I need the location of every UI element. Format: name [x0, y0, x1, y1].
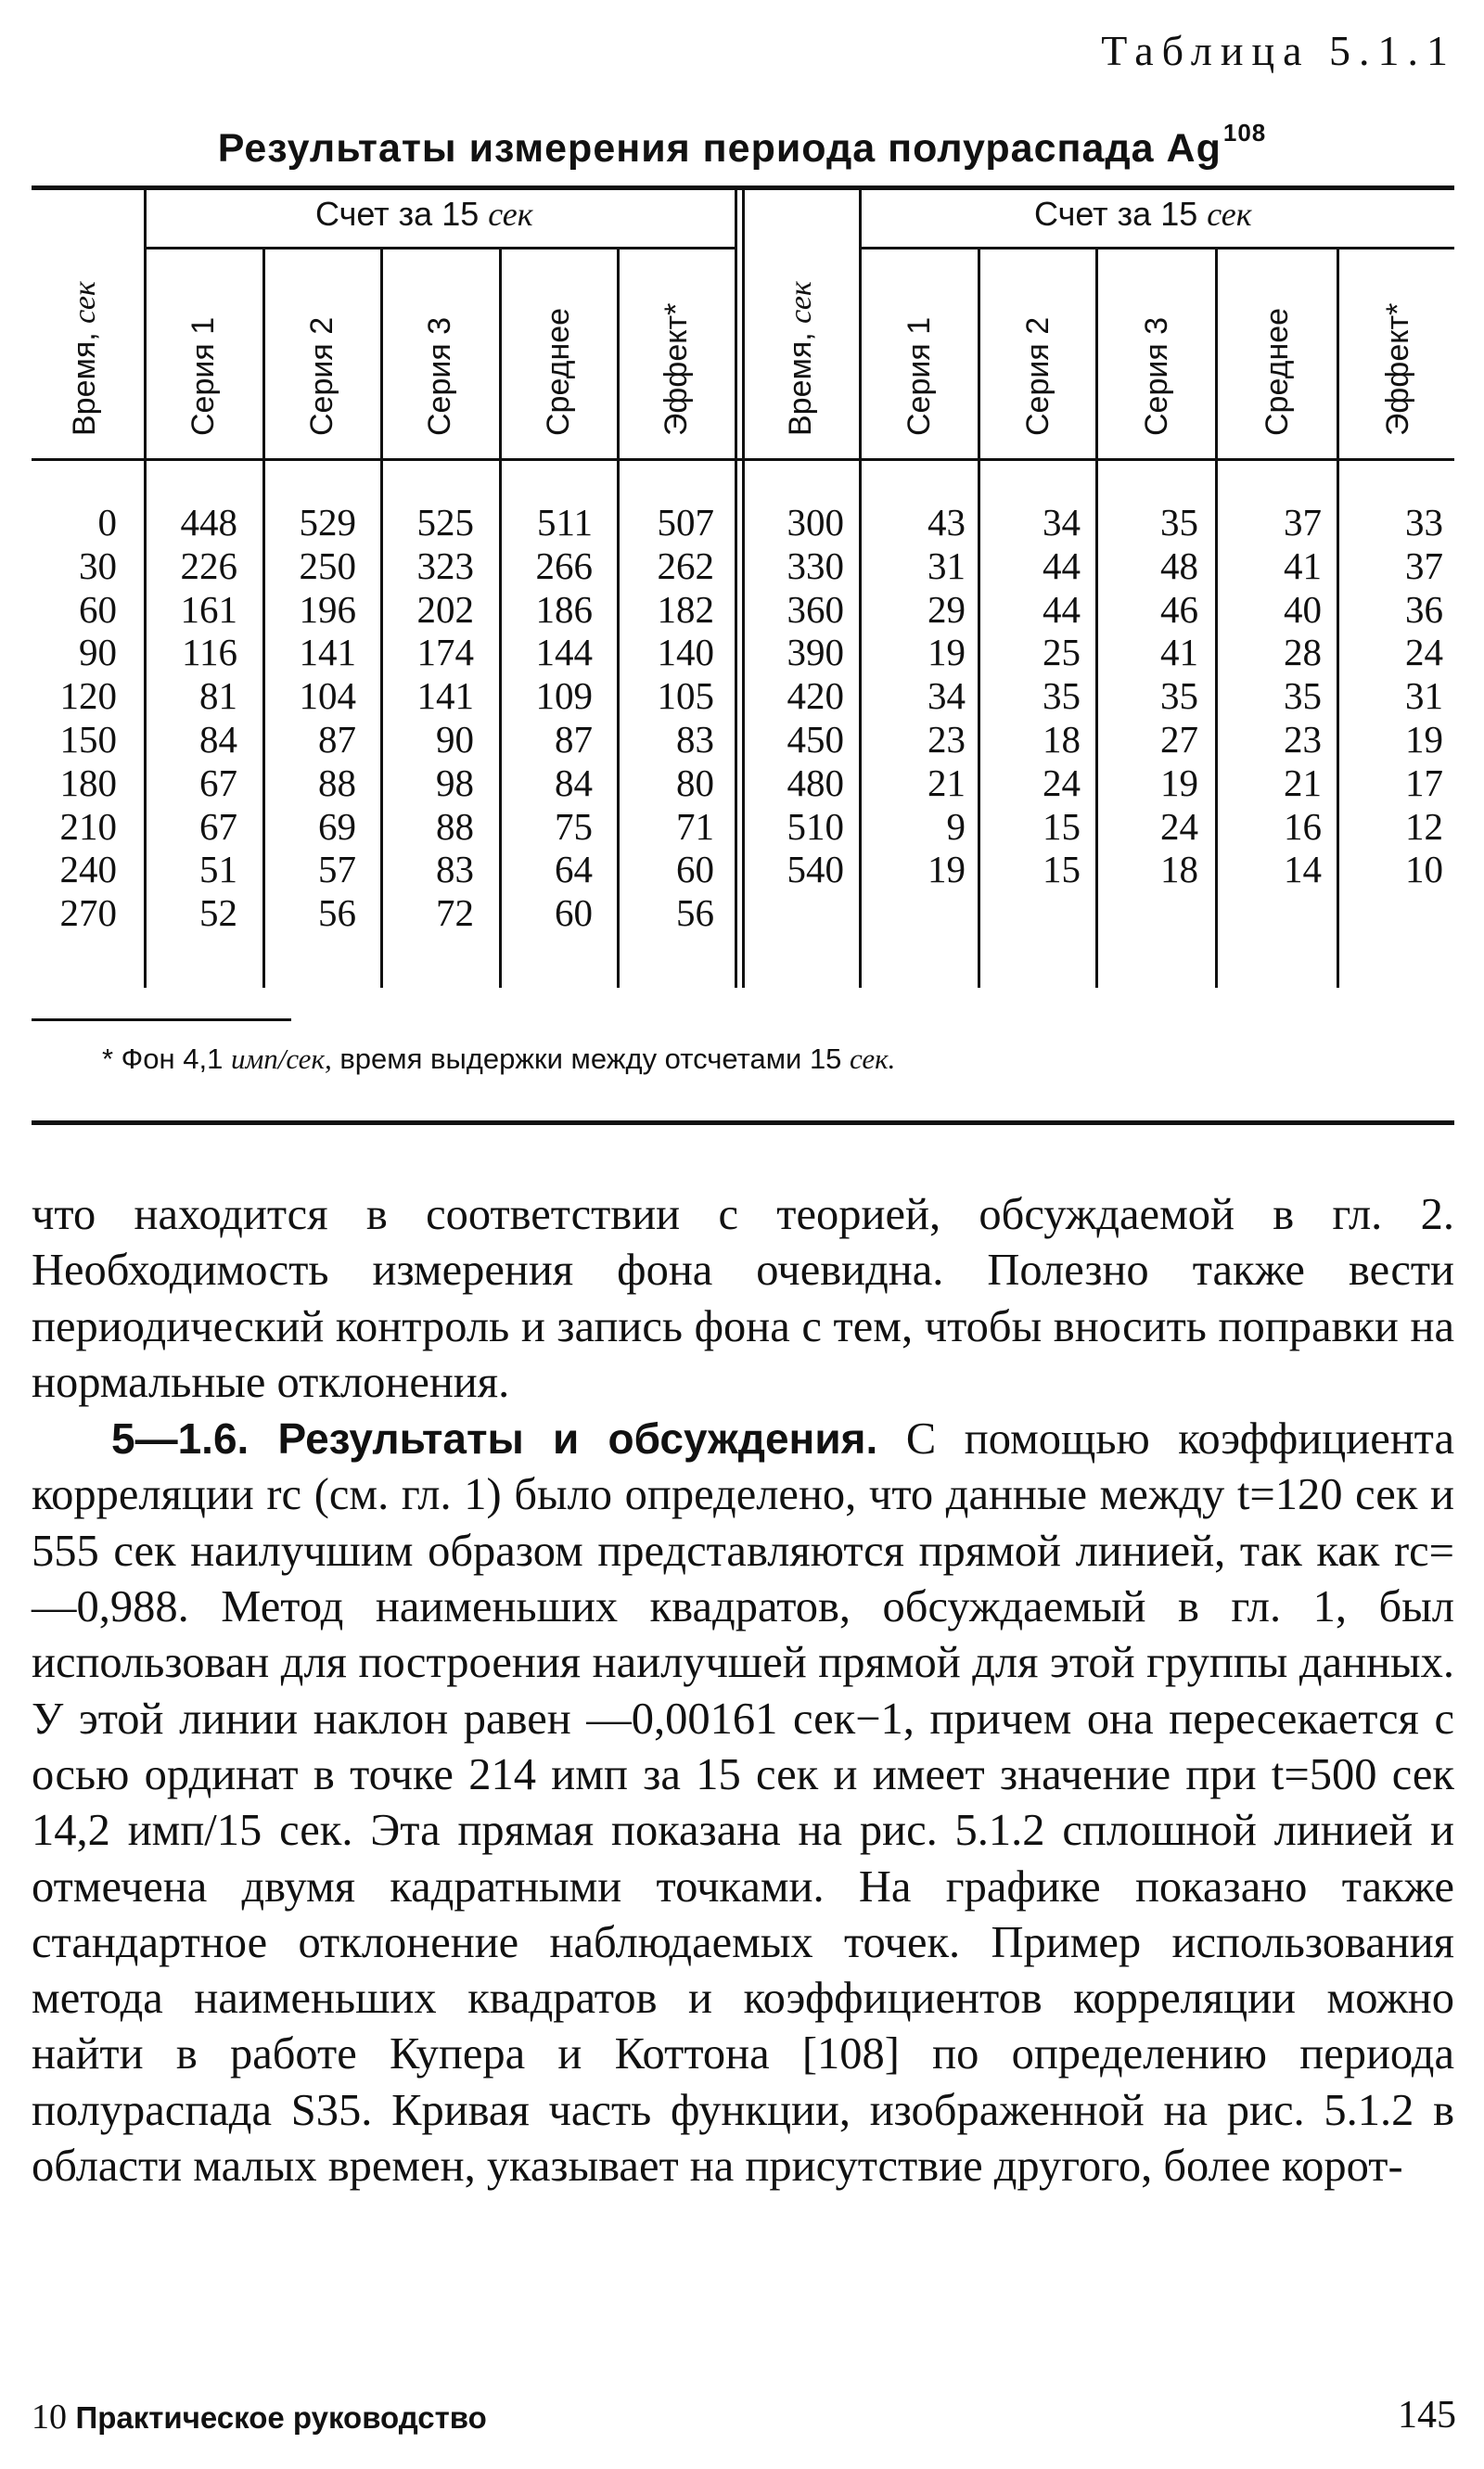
table-cell: 323 — [416, 544, 474, 587]
col-series1-right — [864, 501, 966, 891]
table-cell: 41 — [1284, 544, 1322, 587]
table-cell: 75 — [555, 804, 593, 848]
table-cell: 150 — [59, 717, 117, 761]
table-cell: 420 — [787, 674, 844, 718]
footnote-rule — [32, 1018, 291, 1021]
table-cell: 40 — [1284, 587, 1322, 631]
table-cell: 60 — [555, 891, 593, 935]
header-time-right: Время, сек — [783, 281, 818, 436]
table-cell: 84 — [199, 717, 237, 761]
table-cell: 141 — [299, 631, 356, 674]
paragraph: что находится в соответствии с теорией, обсуждаемой в гл. 2. Необходимость измерения фона очевидна. Полезно также вести периодический контроль и запись фона с тем, чтобы вносить поправки на нормальные отклонения. — [32, 1190, 1454, 1407]
table-cell: 116 — [182, 631, 237, 674]
table-cell: 141 — [416, 674, 474, 718]
table-title — [0, 119, 1484, 172]
col-divider — [1095, 249, 1098, 988]
table-cell: 84 — [555, 761, 593, 804]
table-title-text: Результаты измерения периода полураспада Ag — [217, 126, 1222, 171]
signature-line: 10 Практическое руководство — [32, 2398, 487, 2437]
table-cell: 24 — [1043, 761, 1081, 804]
table-cell: 23 — [1284, 717, 1322, 761]
group-header-left: Счет за 15 сек — [315, 195, 533, 233]
table-cell: 28 — [1284, 631, 1322, 674]
table-cell: 18 — [1043, 717, 1081, 761]
table-cell: 24 — [1160, 804, 1198, 848]
table-cell: 43 — [928, 501, 966, 544]
table-bottom-rule — [32, 1120, 1454, 1125]
table-cell: 56 — [676, 891, 714, 935]
table-cell: 80 — [676, 761, 714, 804]
col-divider — [978, 249, 980, 988]
table-cell: 19 — [1160, 761, 1198, 804]
col-divider — [262, 249, 265, 988]
table-cell: 507 — [657, 501, 714, 544]
body-text — [32, 1187, 1454, 2194]
col-series3-left — [385, 501, 474, 935]
table-cell: 202 — [416, 587, 474, 631]
table-cell: 90 — [436, 717, 474, 761]
table-cell: 87 — [555, 717, 593, 761]
table-cell: 34 — [928, 674, 966, 718]
col-time-left — [37, 501, 117, 935]
group-header-right: Счет за 15 сек — [1034, 195, 1252, 233]
paragraph: 5—1.6. Результаты и обсуждения. С помощью коэффициента корреляции rc (см. гл. 1) было определено, что данные между t=120 сек и 555 сек наилучшим образом представляются прямой линией, так как rc=—0,988. Метод наименьших квадратов, обсуждаемый в гл. 1, был использован для построения наилучшей прямой для этой группы данных. У этой линии наклон равен —0,00161 сек−1, причем она пересекается с осью ординат в точке 214 имп за 15 сек и имеет значение при t=500 сек 14,2 имп/15 сек. Эта прямая показана на рис. 5.1.2 сплошной линией и отмечена двумя кадратными точками. На графике показано также стандартное отклонение наблюдаемых точек. Пример использования метода наименьших квадратов и коэффициентов корреляции можно найти в работе Купера и Коттона [108] по определению периода полураспада S35. Кривая часть функции, изображенной на рис. 5.1.2 в области малых времен, указывает на присутствие другого, более корот- — [32, 1414, 1454, 2192]
table-cell: 240 — [59, 848, 117, 891]
table-cell: 15 — [1043, 804, 1081, 848]
table-cell: 330 — [787, 544, 844, 587]
col-divider — [144, 190, 147, 988]
table-cell: 144 — [535, 631, 593, 674]
table-cell: 71 — [676, 804, 714, 848]
table-cell: 35 — [1284, 674, 1322, 718]
table-cell: 64 — [555, 848, 593, 891]
table-cell: 60 — [676, 848, 714, 891]
header-effect: Эффект* — [659, 302, 694, 436]
table-cell: 88 — [436, 804, 474, 848]
table-cell: 17 — [1405, 761, 1443, 804]
table-cell: 41 — [1160, 631, 1198, 674]
table-cell: 210 — [59, 804, 117, 848]
table-cell: 480 — [787, 761, 844, 804]
col-divider — [380, 249, 383, 988]
table-cell: 105 — [657, 674, 714, 718]
table-cell: 83 — [676, 717, 714, 761]
table-cell: 36 — [1405, 587, 1443, 631]
table-cell: 511 — [537, 501, 593, 544]
header-effect: Эффект* — [1380, 302, 1415, 436]
table-cell: 98 — [436, 761, 474, 804]
table-cell: 18 — [1160, 848, 1198, 891]
table-cell: 360 — [787, 587, 844, 631]
table-cell: 182 — [657, 587, 714, 631]
col-mean-left — [504, 501, 593, 935]
table-cell: 525 — [416, 501, 474, 544]
header-mean: Среднее — [1260, 307, 1295, 436]
col-series3-right — [1100, 501, 1198, 891]
double-divider — [735, 190, 737, 988]
col-time-right — [748, 501, 844, 891]
table-cell: 60 — [79, 587, 117, 631]
table-cell: 44 — [1043, 587, 1081, 631]
table-cell: 226 — [180, 544, 237, 587]
table-cell: 21 — [928, 761, 966, 804]
table-cell: 48 — [1160, 544, 1198, 587]
table-cell: 9 — [946, 804, 966, 848]
col-effect-left — [621, 501, 714, 935]
table-cell: 81 — [199, 674, 237, 718]
table-cell: 529 — [299, 501, 356, 544]
header-mean: Среднее — [541, 307, 576, 436]
table-cell: 161 — [180, 587, 237, 631]
header-series3: Серия 3 — [422, 316, 457, 436]
table-cell: 15 — [1043, 848, 1081, 891]
table-cell: 270 — [59, 891, 117, 935]
table-cell: 27 — [1160, 717, 1198, 761]
table-cell: 140 — [657, 631, 714, 674]
table-cell: 90 — [79, 631, 117, 674]
table-cell: 31 — [1405, 674, 1443, 718]
table-cell: 21 — [1284, 761, 1322, 804]
col-divider — [1215, 249, 1218, 988]
isotope-mass: 108 — [1222, 119, 1267, 147]
table-cell: 23 — [928, 717, 966, 761]
table-cell: 180 — [59, 761, 117, 804]
table-cell: 83 — [436, 848, 474, 891]
table-cell: 12 — [1405, 804, 1443, 848]
table-cell: 10 — [1405, 848, 1443, 891]
table-cell: 44 — [1043, 544, 1081, 587]
page-number: 145 — [1398, 2394, 1456, 2437]
table-cell: 35 — [1160, 501, 1198, 544]
table-footnote: * Фон 4,1 имп/сек, время выдержки между отсчетами 15 сек. — [102, 1043, 896, 1075]
table-cell: 120 — [59, 674, 117, 718]
table-cell: 37 — [1405, 544, 1443, 587]
double-divider — [742, 190, 745, 988]
table-cell: 31 — [928, 544, 966, 587]
col-series2-left — [267, 501, 356, 935]
table-cell: 37 — [1284, 501, 1322, 544]
table-cell: 35 — [1043, 674, 1081, 718]
table-cell: 174 — [416, 631, 474, 674]
table-cell: 448 — [180, 501, 237, 544]
table-cell: 34 — [1043, 501, 1081, 544]
col-divider — [499, 249, 502, 988]
table-cell: 266 — [535, 544, 593, 587]
table-cell: 14 — [1284, 848, 1322, 891]
table-cell: 67 — [199, 804, 237, 848]
col-series1-left — [148, 501, 237, 935]
table-cell: 51 — [199, 848, 237, 891]
table-cell: 35 — [1160, 674, 1198, 718]
table-cell: 30 — [79, 544, 117, 587]
table-cell: 25 — [1043, 631, 1081, 674]
table-cell: 19 — [1405, 717, 1443, 761]
table-cell: 69 — [318, 804, 356, 848]
table-cell: 510 — [787, 804, 844, 848]
table-cell: 390 — [787, 631, 844, 674]
table-cell: 16 — [1284, 804, 1322, 848]
header-series3: Серия 3 — [1139, 316, 1174, 436]
header-time-left: Время, сек — [67, 281, 102, 436]
table-cell: 72 — [436, 891, 474, 935]
table-cell: 186 — [535, 587, 593, 631]
table-cell: 46 — [1160, 587, 1198, 631]
table-cell: 540 — [787, 848, 844, 891]
col-divider — [859, 190, 862, 988]
table-label: Таблица 5.1.1 — [1101, 27, 1456, 74]
table-cell: 33 — [1405, 501, 1443, 544]
header-series1: Серия 1 — [186, 316, 221, 436]
table-cell: 300 — [787, 501, 844, 544]
table-cell: 104 — [299, 674, 356, 718]
table-cell: 19 — [928, 631, 966, 674]
col-effect-right — [1341, 501, 1443, 891]
col-divider — [1337, 249, 1339, 988]
table-cell: 250 — [299, 544, 356, 587]
table-cell: 52 — [199, 891, 237, 935]
table-cell: 196 — [299, 587, 356, 631]
col-mean-right — [1220, 501, 1322, 891]
col-series2-right — [982, 501, 1081, 891]
table-cell: 56 — [318, 891, 356, 935]
table-cell: 450 — [787, 717, 844, 761]
group-rule-right — [859, 247, 1454, 249]
table-cell: 57 — [318, 848, 356, 891]
col-divider — [617, 249, 620, 988]
table-cell: 87 — [318, 717, 356, 761]
table-cell: 29 — [928, 587, 966, 631]
table-cell: 109 — [535, 674, 593, 718]
header-series2: Серия 2 — [1020, 316, 1055, 436]
table-cell: 88 — [318, 761, 356, 804]
table-cell: 24 — [1405, 631, 1443, 674]
header-series2: Серия 2 — [304, 316, 339, 436]
group-rule-left — [144, 247, 735, 249]
header-series1: Серия 1 — [902, 316, 937, 436]
table-cell: 0 — [97, 501, 117, 544]
table-cell: 262 — [657, 544, 714, 587]
table-cell: 67 — [199, 761, 237, 804]
table-cell: 19 — [928, 848, 966, 891]
section-heading: 5—1.6. Результаты и обсуждения. — [111, 1414, 878, 1464]
